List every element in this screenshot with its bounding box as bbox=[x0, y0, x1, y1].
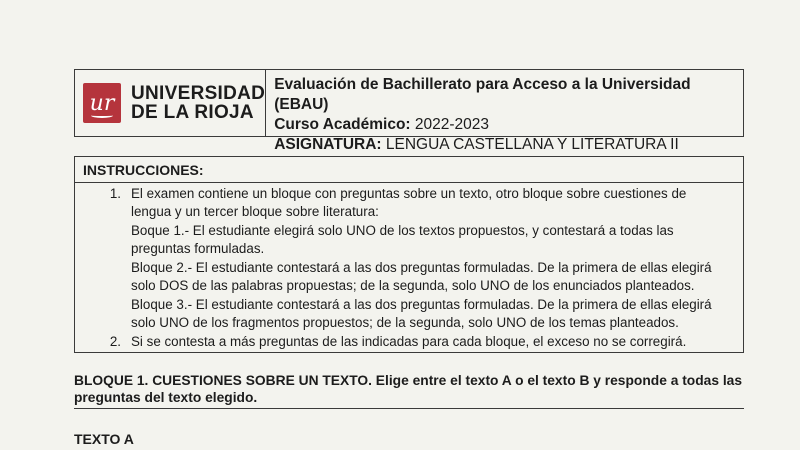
course-value: 2022-2023 bbox=[414, 116, 490, 133]
exam-title: Evaluación de Bachillerato para Acceso a la Universidad (EBAU) bbox=[274, 76, 691, 113]
section-heading: BLOQUE 1. CUESTIONES SOBRE UN TEXTO. Elige entre el texto A o el texto B y responde a todas las preguntas del texto elegido. bbox=[74, 372, 744, 409]
instructions-box bbox=[74, 156, 744, 353]
subject-line: ASIGNATURA: LENGUA CASTELLANA Y LITERATURA II bbox=[274, 136, 679, 153]
university-logo bbox=[75, 70, 266, 136]
exam-info bbox=[266, 70, 743, 153]
instructions-title: INSTRUCCIONES: bbox=[75, 157, 743, 183]
instruction-bloque-2: Bloque 2.- El estudiante contestará a las dos preguntas formuladas. De la primera de ellas elegirá solo DOS de las palabras propuestas; de la segunda, solo UNO de los enunciados planteados. bbox=[131, 260, 712, 293]
instruction-item-2: 2. Si se contesta a más preguntas de las indicadas para cada bloque, el exceso no se corregirá. bbox=[109, 334, 687, 349]
instruction-bloque-3: Bloque 3.- El estudiante contestará a las dos preguntas formuladas. De la primera de ellas elegirá solo UNO de los fragmentos propuestos; de la segunda, solo UNO de los temas planteados. bbox=[131, 297, 712, 330]
instruction-item-1: 1. El examen contiene un bloque con preguntas sobre un texto, otro bloque sobre cuestiones de lengua y un tercer bloque sobre literatura: bbox=[109, 186, 687, 219]
instruction-bloque-1: Boque 1.- El estudiante elegirá solo UNO de los textos propuestos, y contestará a todas las preguntas formuladas. bbox=[131, 223, 674, 256]
subject-value: LENGUA CASTELLANA Y LITERATURA II bbox=[385, 136, 679, 153]
university-seal-icon: ur bbox=[83, 83, 121, 123]
course-line: Curso Académico: 2022-2023 bbox=[274, 116, 490, 133]
exam-header bbox=[74, 69, 744, 153]
university-name: UNIVERSIDAD DE LA RIOJA bbox=[131, 83, 266, 123]
text-a-heading: TEXTO A bbox=[74, 431, 134, 447]
